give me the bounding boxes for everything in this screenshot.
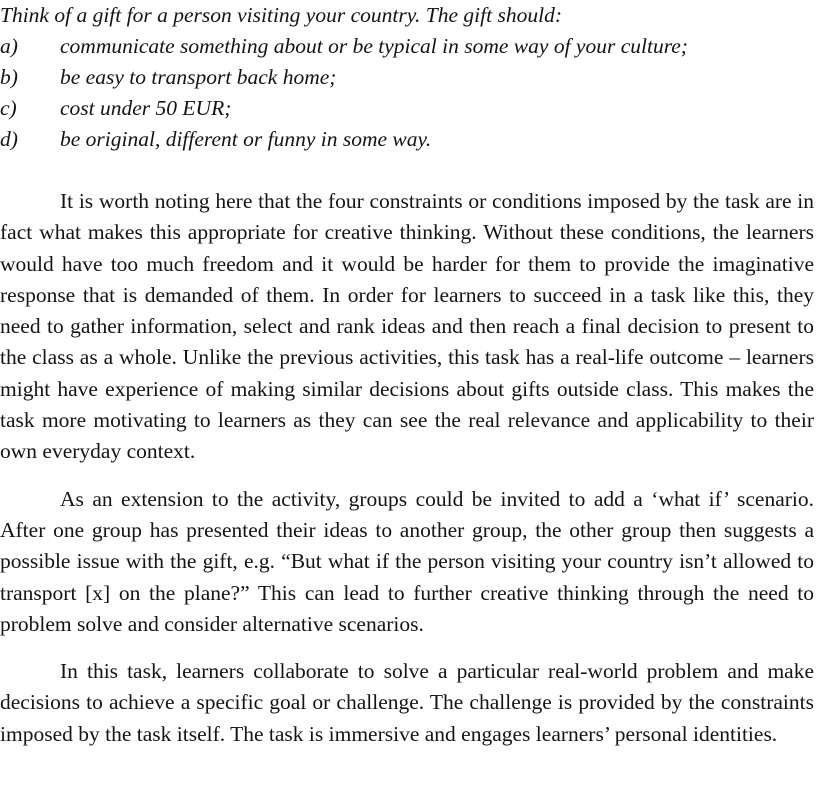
list-marker: a) xyxy=(0,34,18,58)
list-item-text: cost under 50 EUR; xyxy=(60,96,232,120)
body-paragraph-summary: In this task, learners collaborate to solve a particular real-world problem and make decisions to achieve a specific goal or challenge. The challenge is provided by the constraints imposed by the task itself. The task is immersive and engages learners’ personal identities. xyxy=(0,659,814,746)
task-criterion-c xyxy=(0,93,814,124)
list-marker: b) xyxy=(0,65,18,89)
list-item-text: be original, different or funny in some way. xyxy=(60,127,432,151)
task-criterion-d xyxy=(0,124,814,155)
list-item-text: communicate something about or be typical in some way of your culture; xyxy=(60,34,688,58)
list-marker: c) xyxy=(0,96,17,120)
list-marker: d) xyxy=(0,127,18,151)
task-criterion-b xyxy=(0,62,814,93)
body-paragraph-constraints: It is worth noting here that the four constraints or conditions imposed by the task are in fact what makes this appropriate for creative thinking. Without these conditions, the learners would have too much freedom and it would be harder for them to provide the imaginative response that is demanded of them. In order for learners to succeed in a task like this, they need to gather information, select and rank ideas and then reach a final decision to present to the class as a whole. Unlike the previous activities, this task has a real-life outcome – learners might have experience of making similar decisions about gifts outside class. This makes the task more motivating to learners as they can see the real relevance and applicability to their own everyday context. xyxy=(0,189,814,464)
task-intro: Think of a gift for a person visiting your country. The gift should: xyxy=(0,3,562,27)
task-criteria-list xyxy=(0,31,814,155)
list-item-text: be easy to transport back home; xyxy=(60,65,337,89)
task-box xyxy=(0,0,814,155)
body-paragraph-extension: As an extension to the activity, groups could be invited to add a ‘what if’ scenario. After one group has presented their ideas to another group, the other group then suggests a possible issue with the gift, e.g. “But what if the person visiting your country isn’t allowed to transport [x] on the plane?” This can lead to further creative thinking through the need to problem solve and consider alternative scenarios. xyxy=(0,486,814,636)
task-criterion-a xyxy=(0,31,814,62)
